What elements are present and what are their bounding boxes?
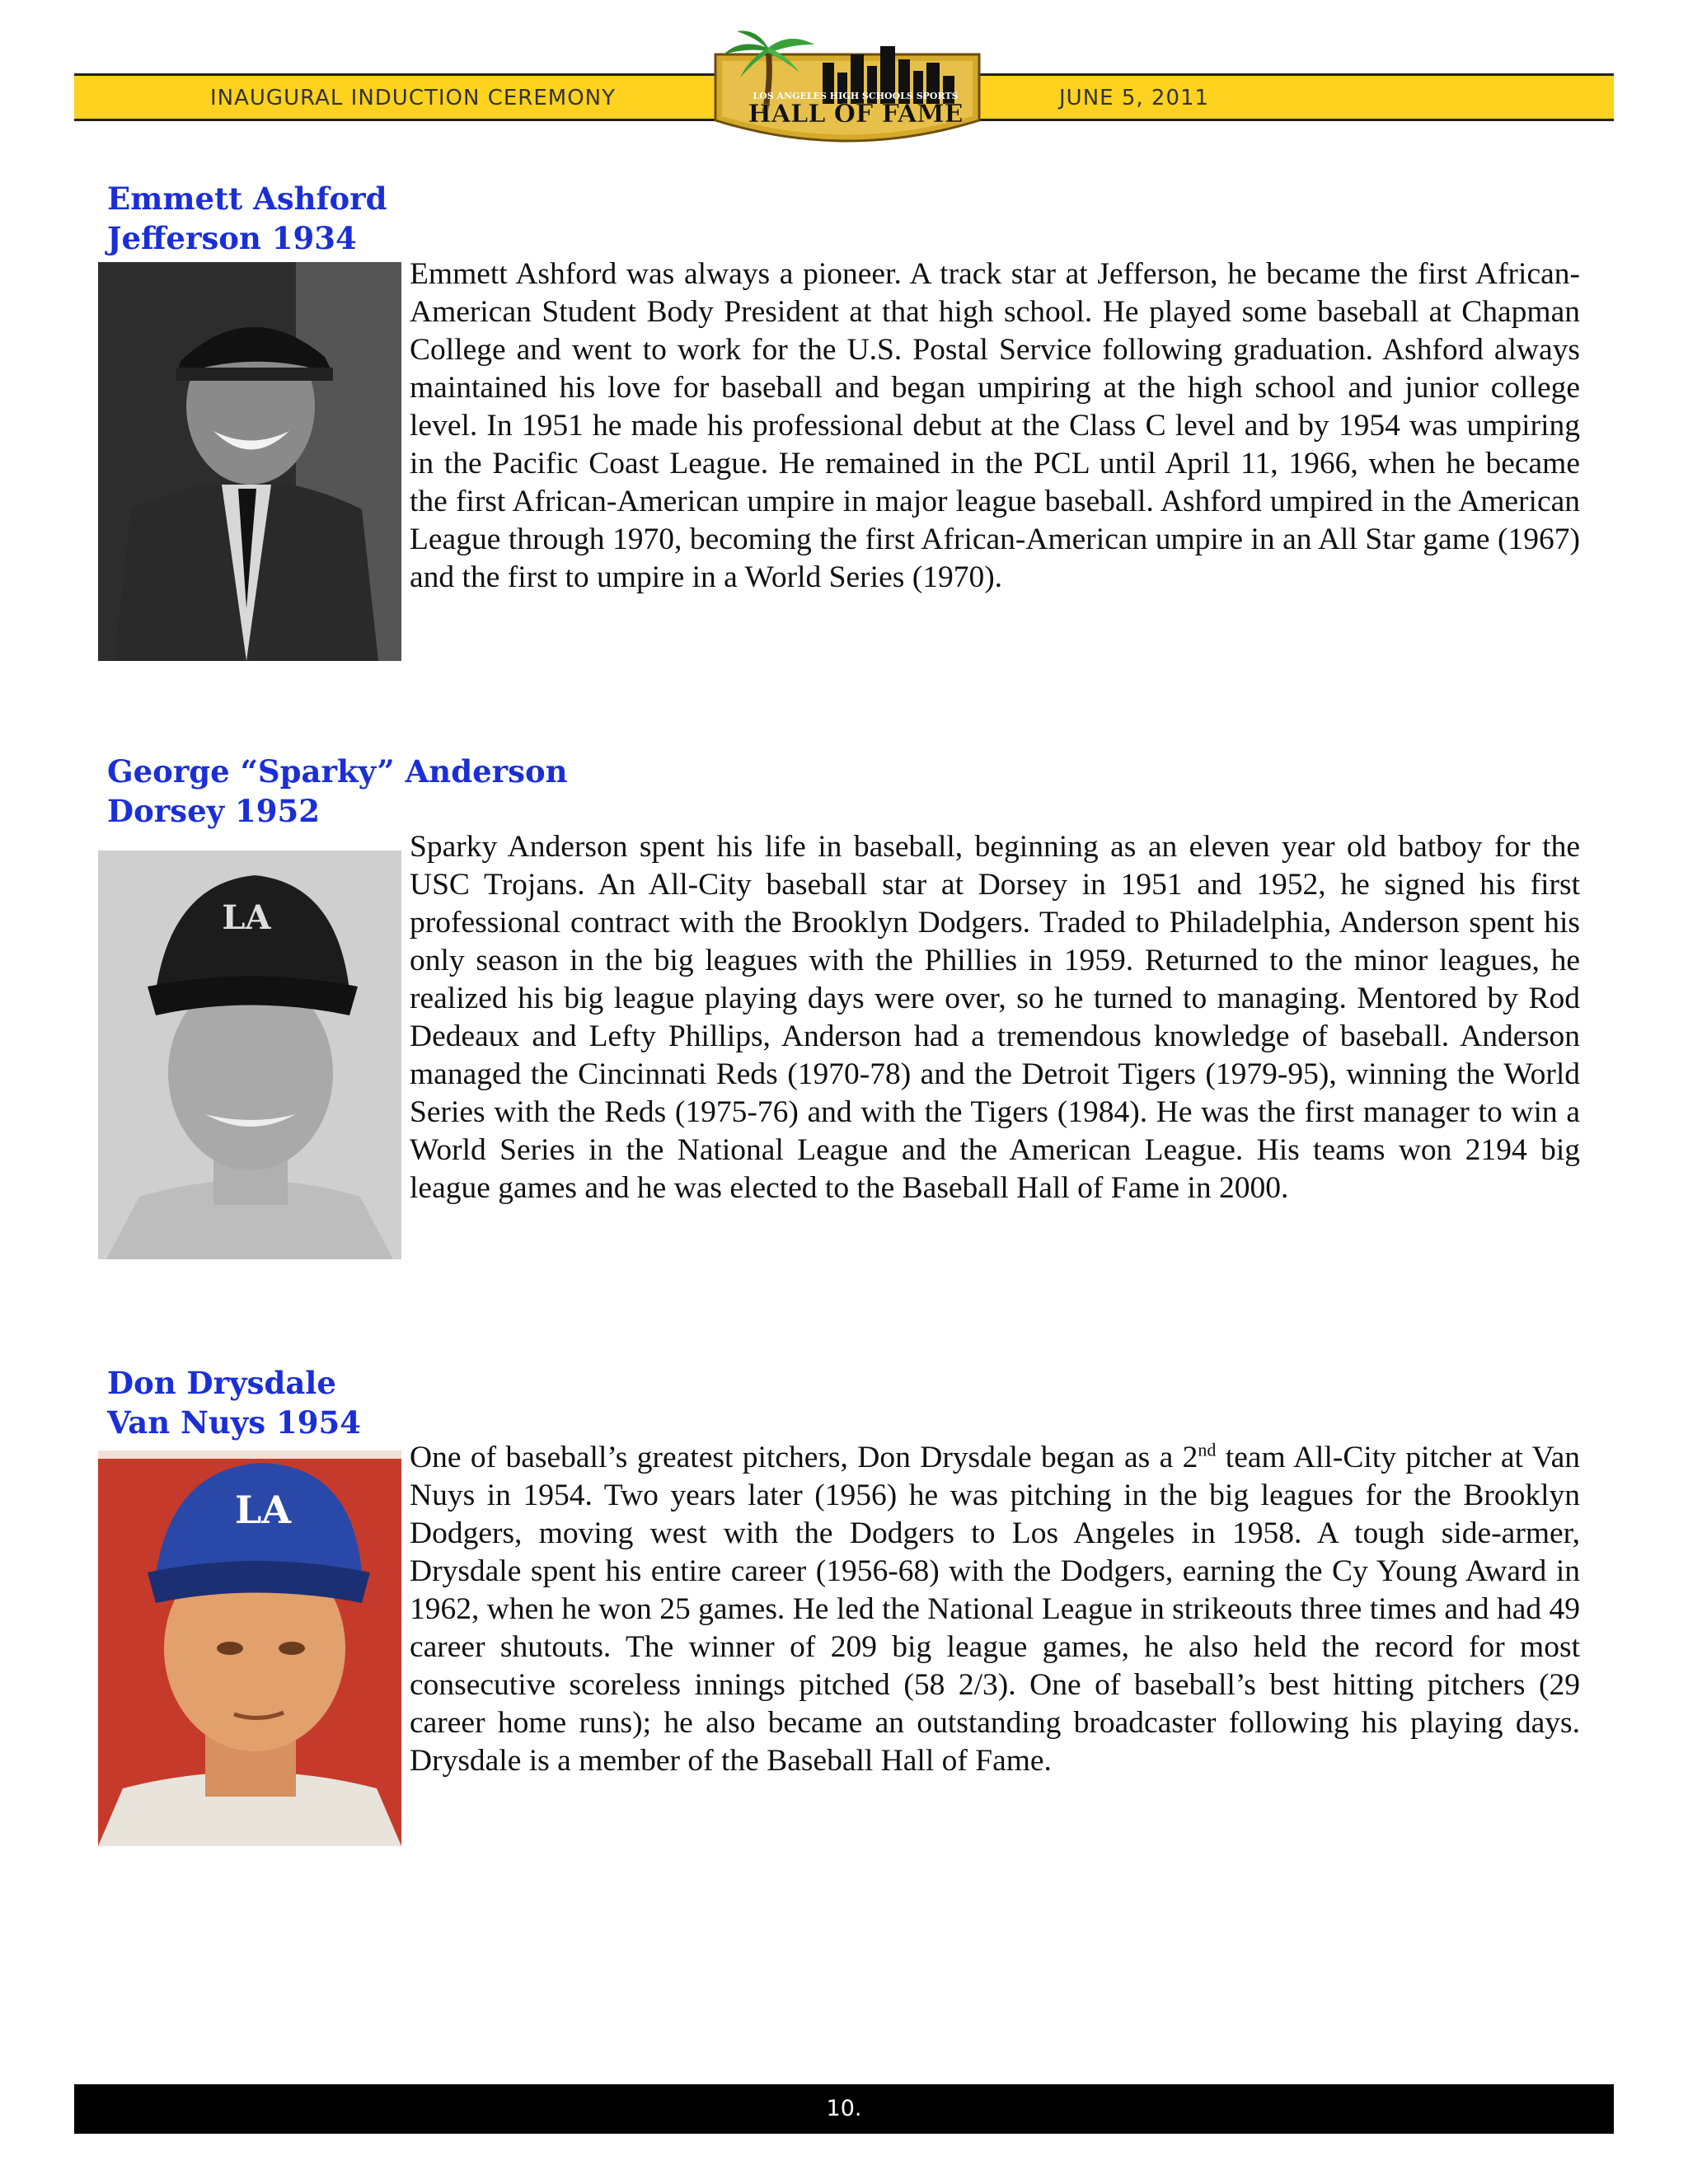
inductee-name: George “Sparky” Anderson — [107, 753, 568, 790]
inductee-school-year: Van Nuys 1954 — [107, 1404, 361, 1441]
inductee-school-year: Dorsey 1952 — [107, 793, 320, 829]
svg-text:LA: LA — [234, 1488, 292, 1532]
inductee-bio: Emmett Ashford was always a pioneer. A track star at Jefferson, he became the first African-American Student Body President at that high school. He played some baseball at Chapman College and went to work for the U.S. Postal Service following graduation. Ashford always maintained his love for baseball and began umpiring at the high school and junior college level. In 1951 he made his professional debut at the Class C level and by 1954 was umpiring in the Pacific Coast League. He remained in the PCL until April 11, 1966, when he became the first African-American umpire in major league baseball. Ashford umpired in the American League through 1970, becoming the first African-American umpire in an All Star game (1967) and the first to umpire in a World Series (1970). — [410, 257, 1580, 594]
page-number: 10. — [826, 2096, 862, 2121]
header-date: JUNE 5, 2011 — [1059, 86, 1210, 110]
logo-small-text: LOS ANGELES HIGH SCHOOLS SPORTS — [753, 91, 959, 101]
inductee-bio: Sparky Anderson spent his life in baseball, beginning as an eleven year old batboy for the USC Trojans. An All-City baseball star at Dorsey in 1951 and 1952, he signed his first professional contract with the Brooklyn Dodgers. Traded to Philadelphia, Anderson spent his only season in the big leagues with the Phillies in 1959. Returned to the minor leagues, he realized his big league playing days were over, so he turned to managing. Mentored by Rod Dedeaux and Lefty Phillips, Anderson had a tremendous knowledge of baseball. Anderson managed the Cincinnati Reds (1970-78) and the Detroit Tigers (1979-95), winning the World Series with the Reds (1975-76) and with the Tigers (1984). He was the first manager to win a World Series in the National League and the American League. His teams won 2194 big league games and he was elected to the Baseball Hall of Fame in 2000. — [410, 830, 1580, 1205]
ordinal-suffix: nd — [1198, 1439, 1217, 1460]
inductee-photo — [98, 262, 401, 661]
logo-large-text: HALL OF FAME — [748, 100, 964, 129]
footer-bar — [74, 2084, 1614, 2134]
inductee-bio — [410, 1439, 1580, 1780]
inductee-school-year: Jefferson 1934 — [107, 220, 357, 256]
header-event-title: INAUGURAL INDUCTION CEREMONY — [210, 86, 617, 110]
inductee-name: Don Drysdale — [107, 1365, 336, 1401]
inductee-name: Emmett Ashford — [107, 180, 387, 217]
hall-of-fame-logo — [707, 30, 987, 160]
bio-text-part: One of baseball’s greatest pitchers, Don Drysdale began as a 2 — [410, 1441, 1198, 1474]
inductee-photo — [98, 1451, 401, 1846]
bio-text-part: team All-City pitcher at Van Nuys in 1954. Two years later (1956) he was pitching in the big leagues for the Brooklyn Dodgers, moving west with the Dodgers to Los Angeles in 1958. A tough side-armer, Drysdale spent his entire career (1956-68) with the Dodgers, earning the Cy Young Award in 1962, when he won 25 games. He led the National League in strikeouts three times and had 49 career shutouts. The winner of 209 big league games, he also held the record for most consecutive scoreless innings pitched (58 2/3). One of baseball’s best hitting pitchers (29 career home runs); he also became an outstanding broadcaster following his playing days. Drysdale is a member of the Baseball Hall of Fame. — [410, 1441, 1580, 1778]
svg-text:LA: LA — [222, 898, 271, 937]
inductee-photo — [98, 851, 401, 1259]
